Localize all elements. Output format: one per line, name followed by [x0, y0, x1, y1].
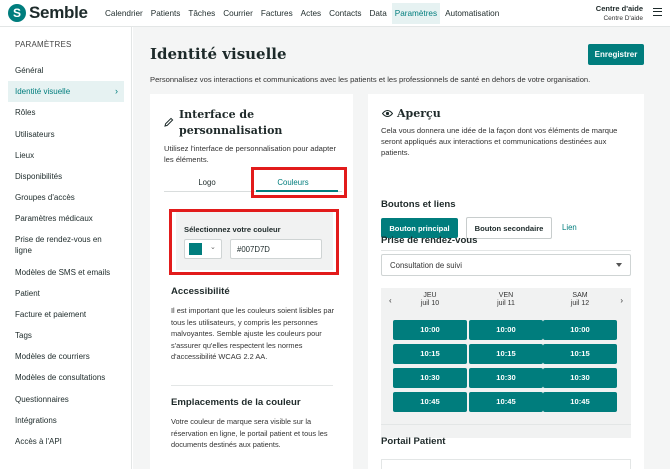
- semble-logo[interactable]: [8, 3, 88, 23]
- settings-sidebar: [0, 27, 132, 469]
- top-navigation: [0, 0, 670, 27]
- sidebar-item-prise-rdv-en-ligne[interactable]: Prise de rendez-vous en ligne: [15, 234, 102, 255]
- time-slot[interactable]: 10:45: [393, 392, 467, 412]
- calendar-day: [393, 292, 467, 307]
- preview-title: Aperçu: [397, 107, 441, 120]
- appointment-type-select[interactable]: [381, 254, 631, 276]
- time-slot[interactable]: 10:15: [543, 344, 617, 364]
- nav-courrier[interactable]: Courrier: [223, 9, 253, 18]
- calendar-day: [469, 292, 543, 307]
- time-slot[interactable]: 10:00: [393, 320, 467, 340]
- main-nav: [102, 0, 504, 27]
- time-slot[interactable]: 10:00: [543, 320, 617, 340]
- time-slot[interactable]: 10:30: [393, 368, 467, 388]
- sidebar-item-identite-visuelle[interactable]: [8, 81, 124, 102]
- chevron-left-icon[interactable]: ‹: [389, 296, 392, 305]
- divider: [381, 250, 631, 251]
- day-name: SAM: [572, 292, 588, 299]
- color-picker-label: Sélectionnez votre couleur: [184, 225, 281, 234]
- sidebar-item-groupes-acces[interactable]: Groupes d'accès: [15, 193, 75, 203]
- divider: [171, 385, 333, 386]
- sidebar-item-general[interactable]: Général: [15, 66, 44, 75]
- preview-secondary-button[interactable]: Bouton secondaire: [466, 217, 552, 239]
- sidebar-item-modeles-sms-emails[interactable]: Modèles de SMS et emails: [15, 267, 111, 277]
- tab-logo[interactable]: Logo: [198, 178, 216, 187]
- main-content: [133, 27, 670, 469]
- nav-actes[interactable]: Actes: [300, 9, 322, 18]
- patient-portal-preview: [381, 459, 631, 469]
- accessibility-text: Il est important que les couleurs soient lisibles par tous les utilisateurs, y compris les personnes malvoyantes. Semble ajuste les couleurs pour s'assurer qu'elles respectent les normes d'accessibilité WCAG 2.2 AA.: [171, 306, 335, 361]
- chevron-right-icon[interactable]: ›: [620, 296, 623, 305]
- calendar-day: [543, 292, 617, 307]
- time-slot[interactable]: 10:45: [543, 392, 617, 412]
- appointment-type-value: Consultation de suivi: [390, 261, 462, 270]
- page-subtitle: Personnalisez vos interactions et communications avec les patients et les professionnels de santé en dehors de votre organisation.: [150, 75, 591, 84]
- help-center-subtitle: Centre D'aide: [603, 15, 643, 22]
- hamburger-menu-icon[interactable]: [653, 8, 662, 16]
- time-slot[interactable]: 10:45: [469, 392, 543, 412]
- chevron-right-icon: ›: [115, 86, 118, 97]
- sidebar-item-questionnaires[interactable]: Questionnaires: [15, 394, 69, 404]
- day-date: juil 12: [570, 300, 590, 307]
- nav-factures[interactable]: Factures: [260, 9, 293, 18]
- day-date: juil 11: [497, 300, 515, 307]
- sidebar-item-patient[interactable]: Patient: [15, 288, 40, 298]
- nav-calendrier[interactable]: Calendrier: [105, 9, 143, 18]
- nav-data[interactable]: Data: [369, 9, 387, 18]
- booking-calendar: [381, 288, 631, 438]
- nav-taches[interactable]: Tâches: [188, 9, 216, 18]
- sidebar-item-integrations[interactable]: Intégrations: [15, 415, 57, 425]
- preview-description: Cela vous donnera une idée de la façon dont vos éléments de marque seront appliqués aux interactions et communications destinées aux patients.: [381, 126, 618, 157]
- color-locations-text: Votre couleur de marque sera visible sur la réservation en ligne, le portail patient et tous les documents destinés aux patients.: [171, 417, 328, 449]
- logo-text: Semble: [29, 3, 88, 22]
- nav-automatisation[interactable]: Automatisation: [445, 9, 500, 18]
- help-center-link[interactable]: [596, 4, 643, 22]
- logo-mark-icon: S: [8, 4, 26, 22]
- time-slot[interactable]: 10:30: [469, 368, 543, 388]
- eye-icon: [382, 109, 393, 118]
- nav-parametres[interactable]: Paramètres: [392, 3, 440, 24]
- buttons-links-title: Boutons et liens: [381, 199, 456, 210]
- sidebar-item-modeles-courriers[interactable]: Modèles de courriers: [15, 352, 90, 362]
- preview-card: [368, 94, 644, 469]
- day-name: JEU: [423, 292, 437, 299]
- sidebar-item-tags[interactable]: Tags: [15, 331, 32, 341]
- time-slot[interactable]: 10:15: [393, 344, 467, 364]
- accessibility-title: Accessibilité: [171, 286, 230, 297]
- sidebar-item-utilisateurs[interactable]: Utilisateurs: [15, 129, 55, 139]
- caret-down-icon: [616, 263, 622, 267]
- highlight-box-tab: [251, 167, 347, 198]
- sidebar-item-disponibilites[interactable]: Disponibilités: [15, 171, 63, 181]
- sidebar-item-label: Identité visuelle: [15, 87, 71, 97]
- sidebar-item-acces-api[interactable]: Accès à l'API: [15, 437, 62, 446]
- tab-couleurs[interactable]: Couleurs: [277, 178, 309, 187]
- nav-contacts[interactable]: Contacts: [329, 9, 362, 18]
- chevron-down-icon: ⌄: [210, 244, 216, 251]
- preview-primary-button[interactable]: Bouton principal: [381, 218, 458, 238]
- sidebar-heading: PARAMÈTRES: [15, 40, 72, 49]
- time-slot[interactable]: 10:30: [543, 368, 617, 388]
- nav-patients[interactable]: Patients: [150, 9, 181, 18]
- customization-card: [150, 94, 353, 469]
- sidebar-item-parametres-medicaux[interactable]: Paramètres médicaux: [15, 214, 93, 224]
- time-slot[interactable]: 10:15: [469, 344, 543, 364]
- preview-link[interactable]: Lien: [562, 223, 577, 232]
- sidebar-item-facture-paiement[interactable]: Facture et paiement: [15, 309, 87, 319]
- customization-description: Utilisez l'interface de personnalisation pour adapter les éléments.: [164, 144, 336, 164]
- customization-title: Interface de personnalisation: [179, 108, 283, 137]
- help-center-title: Centre d'aide: [595, 4, 643, 13]
- booking-title: Prise de rendez-vous: [381, 235, 478, 246]
- color-locations-title: Emplacements de la couleur: [171, 397, 301, 408]
- highlight-box-color: [169, 209, 339, 275]
- page-title: Identité visuelle: [150, 45, 287, 63]
- day-date: juil 10: [420, 300, 440, 307]
- sidebar-item-lieux[interactable]: Lieux: [15, 150, 35, 160]
- patient-portal-title: Portail Patient: [381, 436, 446, 447]
- pencil-icon: [164, 117, 174, 127]
- day-name: VEN: [498, 292, 514, 299]
- sidebar-item-roles[interactable]: Rôles: [15, 108, 36, 118]
- divider: [381, 424, 631, 425]
- time-slot[interactable]: 10:00: [469, 320, 543, 340]
- sidebar-item-modeles-consultations[interactable]: Modèles de consultations: [15, 373, 106, 383]
- sidebar-list: [8, 60, 124, 452]
- save-button[interactable]: Enregistrer: [588, 44, 644, 65]
